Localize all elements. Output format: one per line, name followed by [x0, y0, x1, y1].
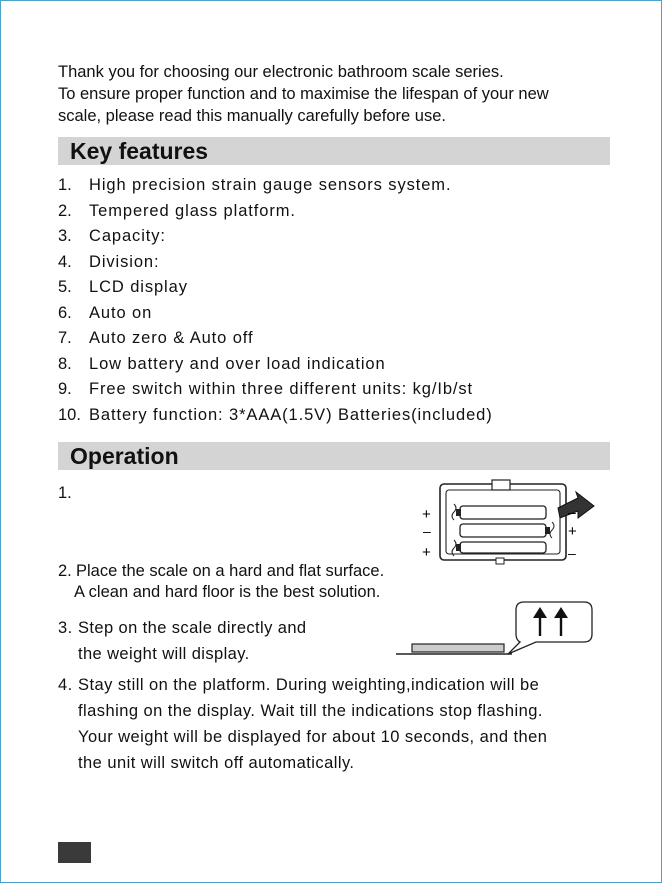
item-number: 8.: [58, 354, 72, 373]
polarity-minus-label: –: [568, 504, 576, 520]
operation-step-1: [58, 480, 78, 506]
item-number: 7.: [58, 329, 72, 347]
step-number: 3.: [58, 619, 73, 637]
intro-line: To ensure proper function and to maximise the lifespan of your new: [58, 85, 549, 103]
item-number: 6.: [58, 303, 72, 322]
polarity-minus-label: –: [423, 523, 431, 539]
item-text: Tempered glass platform.: [89, 201, 296, 220]
item-text: Auto zero & Auto off: [89, 329, 254, 347]
list-item: [58, 173, 493, 199]
operation-title: Operation: [70, 443, 179, 469]
polarity-plus-label: +: [422, 506, 431, 523]
step-number: 2.: [58, 562, 72, 580]
key-features-title: Key features: [70, 138, 209, 164]
list-item: [58, 275, 493, 301]
item-number: 10.: [58, 405, 81, 424]
intro-line: scale, please read this manually carefully before use.: [58, 107, 446, 125]
item-text: Auto on: [89, 303, 153, 322]
item-number: 9.: [58, 380, 72, 398]
key-features-list: [58, 173, 493, 428]
polarity-plus-label: +: [568, 523, 577, 540]
operation-step-2: [58, 561, 384, 603]
list-item: [58, 326, 493, 352]
operation-step-3: [58, 615, 306, 667]
step-text: A clean and hard floor is the best solution.: [74, 583, 381, 601]
list-item: [58, 301, 493, 327]
list-item: [58, 377, 493, 403]
step-text: Step on the scale directly and: [78, 619, 307, 637]
item-text: High precision strain gauge sensors system.: [89, 176, 452, 194]
item-number: 2.: [58, 201, 72, 220]
list-item: [58, 199, 493, 225]
step-text: Stay still on the platform. During weighting,indication will be: [78, 676, 540, 694]
polarity-plus-label: +: [422, 544, 431, 561]
item-text: Low battery and over load indication: [89, 354, 386, 373]
step-text: the unit will switch off automatically.: [78, 754, 355, 772]
item-text: LCD display: [89, 278, 188, 296]
item-text: Division:: [89, 252, 160, 271]
item-text: Free switch within three different units: kg/Ib/st: [89, 380, 474, 398]
step-text: Place the scale on a hard and flat surface.: [76, 562, 385, 580]
scale-platform-illustration: [396, 596, 598, 660]
battery-compartment-illustration: [418, 478, 598, 570]
step-text: flashing on the display. Wait till the indications stop flashing.: [78, 702, 543, 720]
list-item: [58, 224, 493, 250]
list-item: [58, 250, 493, 276]
operation-header: [58, 442, 610, 470]
key-features-header: [58, 137, 610, 165]
list-item: [58, 403, 493, 429]
item-number: 4.: [58, 252, 72, 271]
operation-step-4: [58, 672, 547, 776]
step-number: 1.: [58, 484, 72, 502]
page-footer-marker: [58, 842, 91, 863]
item-text: Battery function: 3*AAA(1.5V) Batteries(included): [89, 405, 493, 424]
intro-line: Thank you for choosing our electronic bathroom scale series.: [58, 63, 504, 81]
step-text: Your weight will be displayed for about 10 seconds, and then: [78, 728, 548, 746]
list-item: [58, 352, 493, 378]
item-number: 3.: [58, 227, 72, 245]
item-number: 5.: [58, 278, 72, 296]
intro-paragraph: [58, 61, 618, 127]
step-text: the weight will display.: [78, 645, 250, 663]
item-number: 1.: [58, 176, 72, 194]
step-number: 4.: [58, 676, 73, 694]
item-text: Capacity:: [89, 227, 166, 245]
polarity-minus-label: –: [568, 545, 576, 561]
